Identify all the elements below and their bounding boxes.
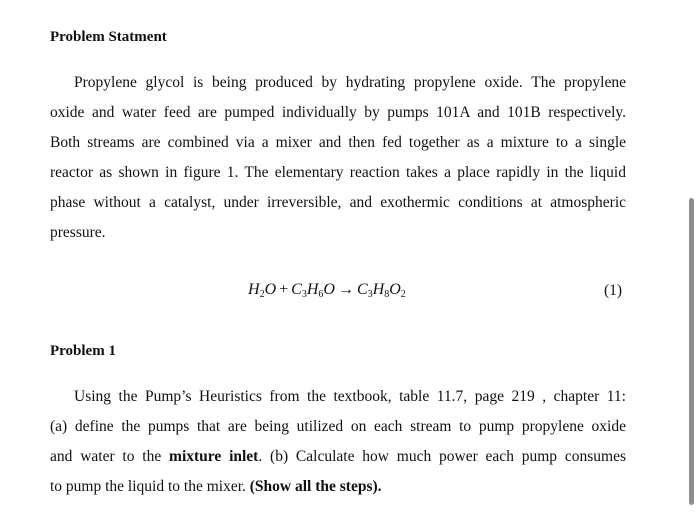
eq-c: C [291,281,302,298]
paragraph-line: Both streams are combined via a mixer and then fed together as a mixture to a single [50,134,626,151]
problem-1-heading: Problem 1 [50,343,116,359]
paragraph-line [50,472,626,502]
paragraph-line: oxide and water feed are pumped individually by pumps 101A and 101B respectively. [50,104,626,121]
text-run: . (b) Calculate how much power each pump consumes [258,448,626,465]
eq-h: H [306,281,319,298]
paragraph-line: reactor as shown in figure 1. The elementary reaction takes a place rapidly in the liquid [50,164,626,181]
eq-sub: 2 [400,289,406,300]
problem-statement-heading: Problem Statment [50,29,167,45]
eq-sub: 2 [259,289,265,300]
arrow-icon: → [337,281,354,298]
paragraph-line: phase without a catalyst, under irreversible, and exothermic conditions at atmospheric [50,194,626,211]
problem-statement-paragraph [50,68,626,248]
paragraph-line: Propylene glycol is being produced by hydrating propylene oxide. The propylene [74,74,626,91]
vertical-scrollbar[interactable] [689,198,694,505]
paragraph-line: Using the Pump’s Heuristics from the textbook, table 11.7, page 219 , chapter 11: [74,388,626,405]
mixture-inlet-emphasis: mixture inlet [169,448,259,465]
eq-h: H [248,281,260,298]
show-steps-emphasis: (Show all the steps). [249,478,382,495]
eq-sub: 3 [301,289,307,300]
paragraph-line: (a) define the pumps that are being utilized on each stream to pump propylene oxide [50,418,626,435]
problem-1-paragraph [50,382,626,502]
eq-sub: 6 [318,289,324,300]
eq-o: O [389,281,401,298]
reaction-equation [248,281,406,299]
eq-sub: 3 [367,289,373,300]
text-run: to pump the liquid to the mixer. [50,478,250,495]
eq-o: O [323,281,335,298]
plus-sign: + [279,281,289,298]
eq-o: O [264,281,277,298]
equation-number: (1) [604,282,623,299]
paragraph-line: pressure. [50,224,106,241]
eq-c: C [356,281,368,298]
eq-h: H [372,281,385,298]
text-run: and water to the [50,448,170,465]
eq-sub: 8 [384,289,390,300]
paragraph-line [50,442,626,472]
